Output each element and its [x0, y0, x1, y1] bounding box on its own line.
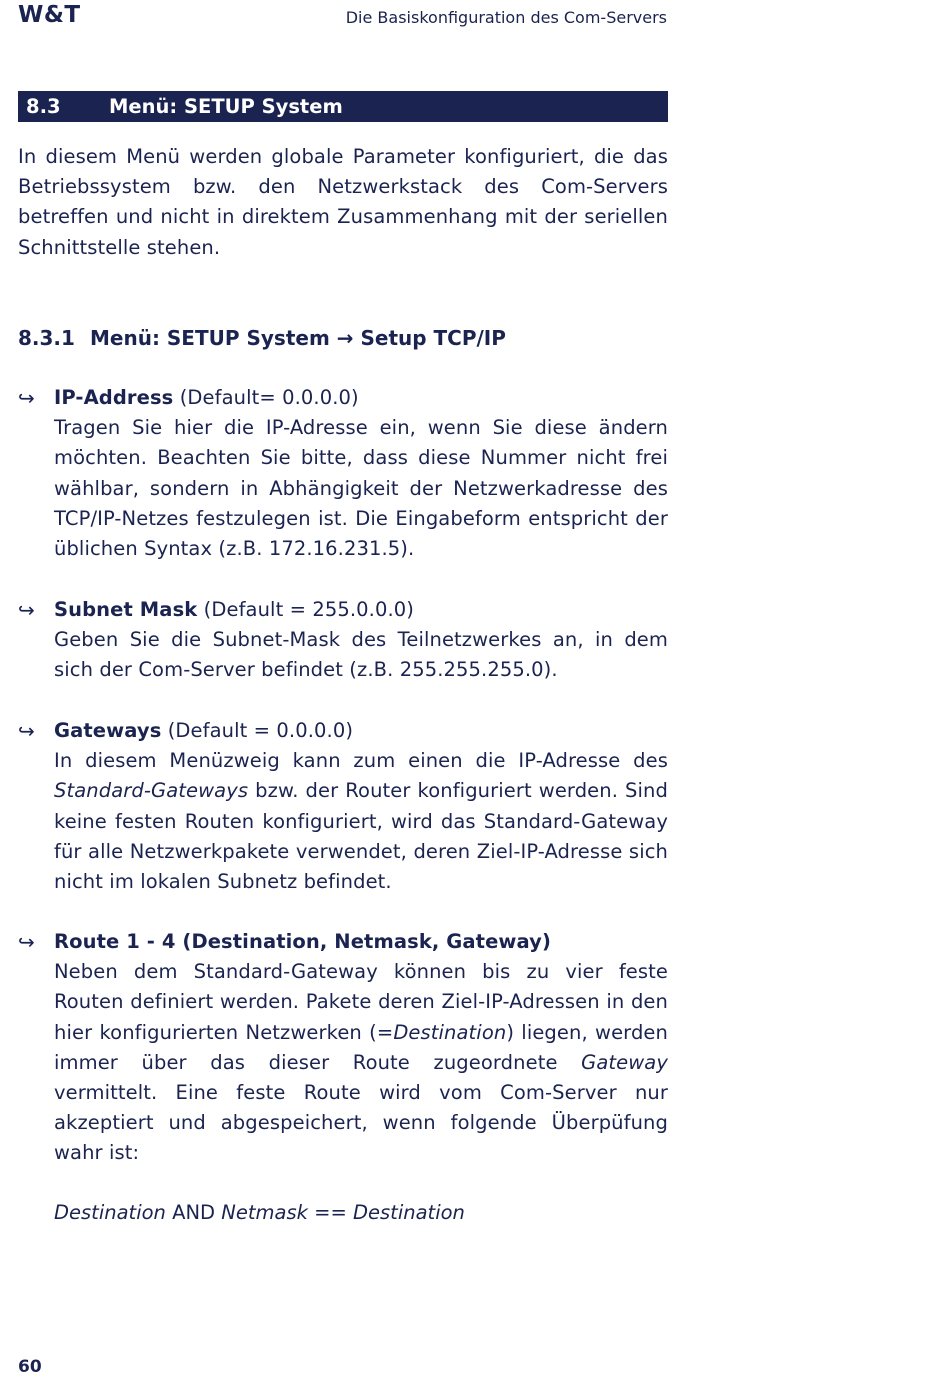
hook-arrow-icon: ↪ — [18, 930, 35, 954]
hook-arrow-icon: ↪ — [18, 598, 35, 622]
section-number: 8.3 — [26, 95, 61, 118]
subsection-heading — [18, 322, 506, 354]
parameter-subnet-mask — [18, 595, 668, 686]
parameter-default: (Default = 255.0.0.0) — [203, 598, 414, 621]
brand-logo: W&T — [18, 2, 81, 28]
parameter-label: Subnet Mask — [54, 598, 198, 621]
subsection-title: Menü: SETUP System → Setup TCP/IP — [90, 326, 506, 350]
parameter-label: Gateways — [54, 719, 162, 742]
parameter-default: (Default= 0.0.0.0) — [179, 386, 359, 409]
parameter-label: IP-Address — [54, 386, 174, 409]
parameter-gateways — [18, 716, 668, 897]
parameter-description: In diesem Menüzweig kann zum einen die IP-Adresse des Standard-Gateways bzw. der Router konfiguriert werden. Sind keine festen Routen konfiguriert, wird das Standard-Gateway für alle Netzwerkpakete verwendet, deren Ziel-IP-Adresse sich nicht im lokalen Subnetz befindet. — [54, 749, 668, 894]
parameter-description: Geben Sie die Subnet-Mask des Teilnetzwerkes an, in dem sich der Com-Server befindet (z.B. 255.255.255.0). — [54, 628, 668, 682]
parameter-routes — [18, 927, 668, 1169]
parameter-label: Route 1 - 4 (Destination, Netmask, Gateway) — [54, 930, 552, 953]
parameter-ip-address — [18, 383, 668, 564]
hook-arrow-icon: ↪ — [18, 719, 35, 743]
hook-arrow-icon: ↪ — [18, 386, 35, 410]
section-intro-paragraph: In diesem Menü werden globale Parameter konfiguriert, die das Betriebssystem bzw. den Netzwerkstack des Com-Servers betreffen und nicht in direktem Zusammenhang mit der seriellen Schnittstelle stehen. — [18, 145, 668, 259]
section-title: Menü: SETUP System — [109, 95, 343, 118]
route-check-formula: Destination AND Netmask == Destination — [54, 1201, 465, 1224]
parameter-description: Neben dem Standard-Gateway können bis zu vier feste Routen definiert werden. Pakete deren Ziel-IP-Adressen in den hier konfigurierten Netzwerken (=Destination) liegen, werden immer über das dieser Route zugeordnete Gateway vermittelt. Eine feste Route wird vom Com-Server nur akzeptiert und abgespeichert, wenn folgende Überpüfung wahr ist: — [54, 960, 668, 1165]
parameter-description: Tragen Sie hier die IP-Adresse ein, wenn Sie diese ändern möchten. Beachten Sie bitte, dass diese Nummer nicht frei wählbar, sondern in Abhängigkeit der Netzwerkadresse des TCP/IP-Netzes festzulegen ist. Die Eingabeform entspricht der üblichen Syntax (z.B. 172.16.231.5). — [54, 416, 668, 561]
subsection-number: 8.3.1 — [18, 326, 75, 350]
parameter-default: (Default = 0.0.0.0) — [167, 719, 354, 742]
page-number: 60 — [18, 1357, 42, 1377]
section-heading-bar — [18, 91, 668, 122]
running-header-title: Die Basiskonfiguration des Com-Servers — [345, 8, 667, 27]
